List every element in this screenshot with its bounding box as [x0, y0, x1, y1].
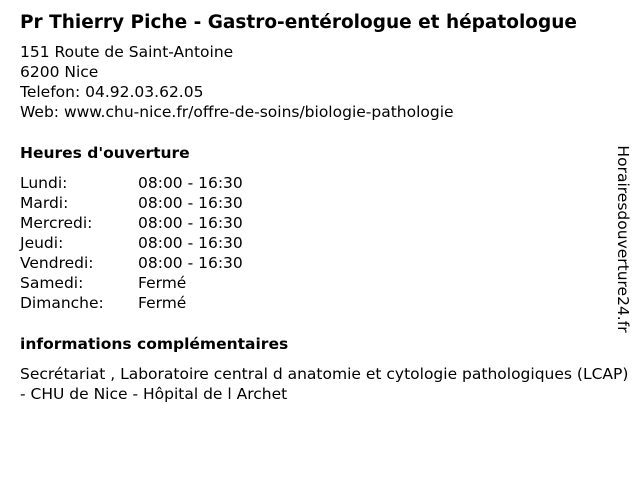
- phone-number: Telefon: 04.92.03.62.05: [20, 83, 204, 101]
- day-label: Jeudi:: [20, 234, 64, 252]
- hours-row-thursday: [20, 233, 630, 253]
- extra-info-heading: informations complémentaires: [20, 335, 289, 353]
- hours-row-tuesday: [20, 193, 630, 213]
- day-hours: 08:00 - 16:30: [138, 254, 243, 272]
- day-label: Samedi:: [20, 274, 84, 292]
- address-block: [20, 42, 630, 122]
- opening-hours-heading: Heures d'ouverture: [20, 144, 190, 162]
- day-hours: 08:00 - 16:30: [138, 214, 243, 232]
- day-label: Vendredi:: [20, 254, 94, 272]
- day-label: Dimanche:: [20, 294, 104, 312]
- day-hours: Fermé: [138, 274, 187, 292]
- day-hours: 08:00 - 16:30: [138, 234, 243, 252]
- hours-row-sunday: [20, 293, 630, 313]
- day-hours: 08:00 - 16:30: [138, 194, 243, 212]
- day-label: Lundi:: [20, 174, 68, 192]
- extra-info-text: Secrétariat , Laboratoire central d anatomie et cytologie pathologiques (LCAP) - CHU de Nice - Hôpital de l Archet: [20, 365, 629, 403]
- hours-row-friday: [20, 253, 630, 273]
- street-address: 151 Route de Saint-Antoine: [20, 43, 234, 61]
- hours-row-wednesday: [20, 213, 630, 233]
- day-hours: 08:00 - 16:30: [138, 174, 243, 192]
- city-postal: 6200 Nice: [20, 63, 99, 81]
- day-label: Mardi:: [20, 194, 69, 212]
- website: Web: www.chu-nice.fr/offre-de-soins/biologie-pathologie: [20, 103, 454, 121]
- brand-watermark: Horairesdouverture24.fr: [614, 145, 632, 333]
- business-card: [20, 10, 630, 404]
- opening-hours-table: [20, 173, 630, 313]
- hours-row-monday: [20, 173, 630, 193]
- day-label: Mercredi:: [20, 214, 93, 232]
- day-hours: Fermé: [138, 294, 187, 312]
- hours-row-saturday: [20, 273, 630, 293]
- page-title: Pr Thierry Piche - Gastro-entérologue et hépatologue: [20, 12, 577, 33]
